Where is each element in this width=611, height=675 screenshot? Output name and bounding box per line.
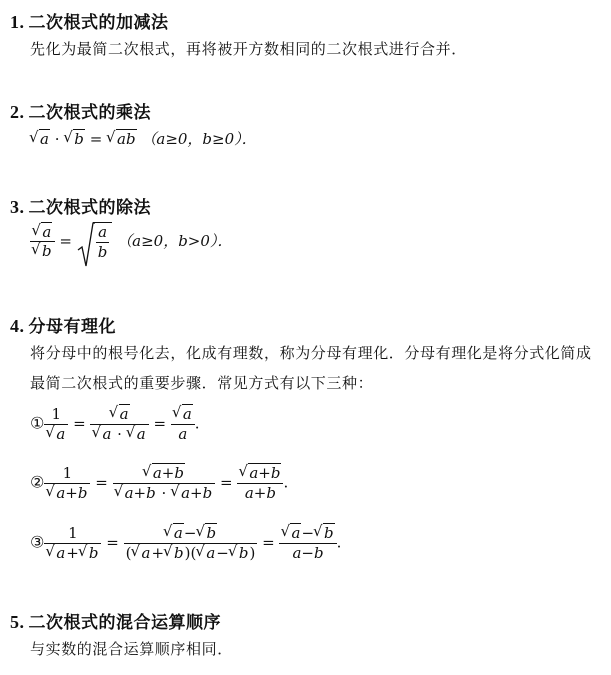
section-4-text-line2: 最简二次根式的重要步骤．常见方式有以下三种： [30,374,374,392]
section-5-title: 5. 二次根式的混合运算顺序 [10,612,221,633]
section-4-title: 4. 分母有理化 [10,316,116,337]
section-2-title: 2. 二次根式的乘法 [10,102,151,123]
division-formula: √ a √ b = $\frac{a}{b}$ （a≥0，b>0）． [30,222,232,262]
multiplication-formula: √ a · √ b = √ ab （a≥0，b≥0）． [30,128,257,149]
multiplication-condition: （a≥0，b≥0）． [141,130,257,148]
rationalize-method-2: ② 1 √ a+b = √ a+b √ a+b · √ a+b = √ $\frac{a+b}{a+b}$ . [30,464,288,503]
section-3-title: 3. 二次根式的除法 [10,197,151,218]
section-1-text: 先化为最简二次根式，再将被开方数相同的二次根式进行合并． [30,40,467,58]
division-condition: （a≥0，b>0）． [117,231,233,250]
rationalize-method-1: ① 1 √ a = √ a √ a · √ a = √ $\frac{a}{a}$ . [30,405,200,444]
rationalize-method-3: ③ 1 √ a+√ b = √ $\frac{a-√ b}{(√ a+√ b)(√ a-√ b)}$ = √ $\frac{a-√ b}{a-b}$ . [30,524,341,563]
section-5-text: 与实数的混合运算顺序相同． [30,640,233,658]
section-4-text-line1: 将分母中的根号化去，化成有理数，称为分母有理化．分母有理化是将分式化简成 [30,344,592,362]
section-1-title: 1. 二次根式的加减法 [10,12,169,33]
